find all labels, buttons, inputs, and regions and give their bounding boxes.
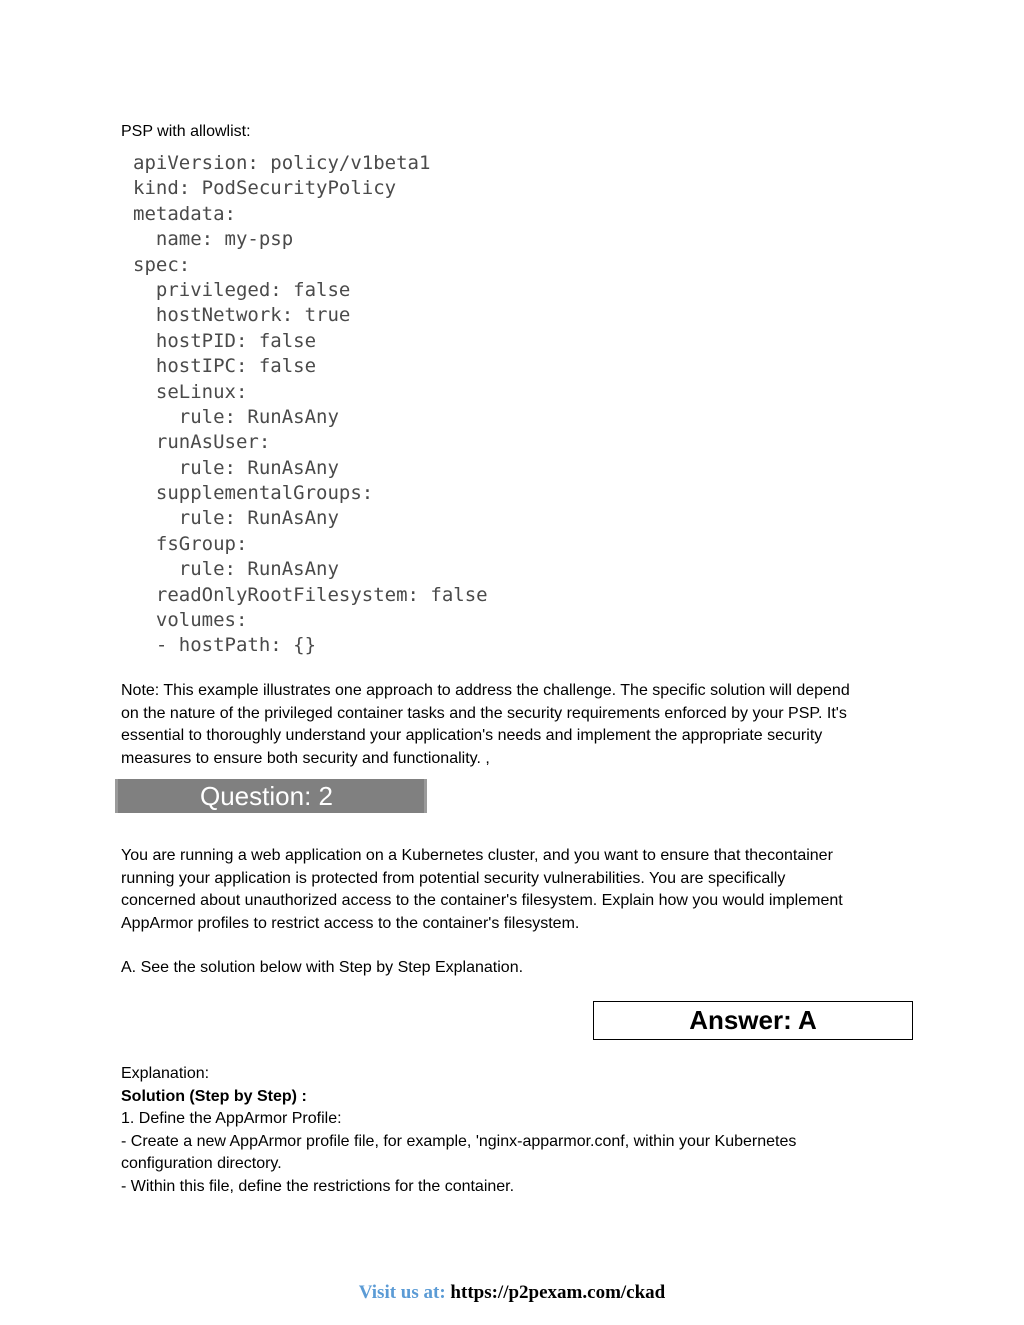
code-line: hostIPC: false [133,355,317,378]
code-line: hostPID: false [133,329,317,352]
code-line: rule: RunAsAny [133,405,339,428]
code-line: rule: RunAsAny [133,558,339,581]
code-line: supplementalGroups: [133,482,374,505]
solution-line: configuration directory. [121,1155,282,1172]
code-line: metadata: [133,202,236,225]
code-line: name: my-psp [133,228,294,251]
solution-line: 1. Define the AppArmor Profile: [121,1110,342,1127]
question-line: running your application is protected from potential security vulnerabilities. You are specifically [121,869,786,887]
code-line: fsGroup: [133,532,248,555]
code-line: spec: [133,253,191,276]
solution-heading: Solution (Step by Step) : [121,1087,307,1105]
answer-box: Answer: A [593,1001,913,1040]
code-line: privileged: false [133,278,351,301]
note-line: measures to ensure both security and functionality. , [121,749,490,767]
question-number: Question: 2 [200,781,333,811]
question-header-bar [115,779,427,813]
code-line: apiVersion: policy/v1beta1 [133,152,431,174]
note-paragraph [121,680,911,770]
question-line: You are running a web application on a Kubernetes cluster, and you want to ensure that thecontainer [121,847,833,864]
question-line: concerned about unauthorized access to the container's filesystem. Explain how you would implement [121,892,843,909]
page-footer [0,1281,1024,1305]
code-line: kind: PodSecurityPolicy [133,177,397,200]
footer-url-link[interactable]: https://p2pexam.com/ckad [450,1282,666,1303]
question-paragraph [121,845,911,935]
yaml-code-block [133,151,488,659]
explanation-heading: Explanation: [121,1065,210,1082]
answer-option-a: A. See the solution below with Step by Step Explanation. [121,959,524,976]
code-line: - hostPath: {} [133,634,317,657]
solution-line: - Create a new AppArmor profile file, for example, 'nginx-apparmor.conf, within your Kubernetes [121,1132,797,1150]
question-line: AppArmor profiles to restrict access to the container's filesystem. [121,914,580,932]
footer-visit-label: Visit us at: [358,1282,446,1303]
note-line: essential to thoroughly understand your application's needs and implement the appropriate security [121,727,823,744]
code-line: readOnlyRootFilesystem: false [133,583,488,606]
code-line: seLinux: [133,380,248,403]
solution-line: - Within this file, define the restrictions for the container. [121,1177,515,1195]
note-line: on the nature of the privileged container tasks and the security requirements enforced by your PSP. It's [121,704,847,722]
code-line: rule: RunAsAny [133,507,339,530]
code-line: runAsUser: [133,431,271,454]
explanation-section [121,1063,911,1198]
code-line: volumes: [133,609,248,632]
code-line: hostNetwork: true [133,304,351,327]
note-line: Note: This example illustrates one approach to address the challenge. The specific solution will depend [121,682,850,699]
code-line: rule: RunAsAny [133,456,339,479]
psp-heading: PSP with allowlist: [121,123,251,140]
